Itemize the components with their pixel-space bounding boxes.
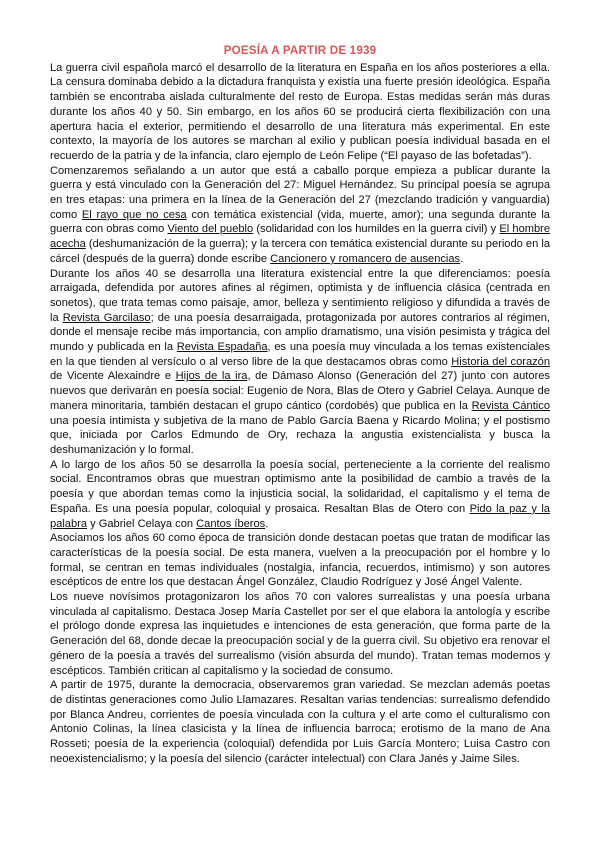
work-title: Historia del corazón: [451, 355, 550, 368]
text-run: .: [460, 252, 464, 265]
work-title: Cantos íberos: [196, 517, 266, 530]
paragraph-miguel-hernandez: [50, 164, 550, 267]
page-title: POESÍA A PARTIR DE 1939: [223, 44, 377, 57]
paragraph-anos-50: [50, 458, 550, 532]
text-run: y Gabriel Celaya con: [87, 517, 197, 530]
work-title: Viento del pueblo: [167, 223, 254, 236]
text-run: Durante los años 40 se desarrolla una literatura existencial entre la que diferenciamos: poesía arraigada, defendida por autores afines al régimen, optimista y de influencia clásica (centrada en sonetos), que trata temas como paisaje, amor, belleza y sentimiento religioso y difundida a través de la: [50, 267, 550, 324]
text-run: A lo largo de los años 50 se desarrolla la poesía social, perteneciente a la corriente del realismo social. Encontramos obras que muestran optimismo ante la posibilidad de cambio a través de la poesía y que abordan temas como la injusticia social, la solidaridad, el capitalismo y el tema de España. Es una poesía popular, coloquial y prosaica. Resaltan Blas de Otero con: [50, 458, 550, 515]
text-run: .: [265, 517, 269, 530]
text-run: (solidaridad con los humildes en la guerra civil) y: [253, 223, 500, 236]
work-title: Revista Garcilaso: [62, 311, 151, 324]
work-title: Revista Espadaña: [176, 341, 268, 354]
paragraph-anos-60: [50, 531, 550, 590]
work-title: El rayo que no cesa: [81, 208, 187, 221]
paragraph-intro: [50, 61, 550, 164]
text-run: La guerra civil española marcó el desarrollo de la literatura en España en los años posteriores a ella. La censura dominaba debido a la dictadura franquista y existía una fuerte presión ideológica. España también se encontraba aislada culturalmente del resto de Europa. Estas medidas serán más duras durante los años 40 y 50. Sin embargo, en los años 60 se producirá cierta flexibilización con una apertura hacia el exterior, permitiendo el desarrollo de una literatura más experimental. En este contexto, la mayoría de los autores se marchan al exilio y publican poesía individual basada en el recuerdo de la patria y de la infancia, claro ejemplo de León Felipe (“El payaso de las bofetadas”).: [50, 61, 550, 162]
text-run: de Vicente Alexaindre e: [50, 370, 176, 383]
text-run: Comenzaremos señalando a un autor que está a caballo porque empieza a publicar durante la guerra y está vinculado con la Generación del 27: Miguel Hernández. Su principal poesía se agrupa en tres etapas: una primera en la línea de la Generación del 27 (mezclando tradición y vanguardia) como: [50, 164, 550, 221]
document-page: [50, 44, 550, 766]
text-run: Asociamos los años 60 como época de transición donde destacan poetas que tratan de modificar las características de la poesía social. De esta manera, vuelven a la preocupación por el hombre y lo formal, se centran en temas individuales (nostalgia, infancia, recuerdos, intimismo) y son autores escépticos de entre los que destacan Ángel González, Claudio Rodríguez y José Ángel Valente.: [50, 532, 550, 589]
document-body: [50, 61, 550, 767]
text-run: A partir de 1975, durante la democracia, observaremos gran variedad. Se mezclan además poetas de distintas generaciones como Julio Llamazares. Resaltan varias tendencias: surrealismo defendido por Blanca Andreu, corrientes de poesía vinculada con la cultura y el arte como el culturalismo con Antonio Colinas, la línea clasicista y la línea de influencia barroca; erotismo de la mano de Ana Rosseti; poesía de la experiencia (coloquial) defendida por Luis García Montero; Luisa Castro con neoexistencialismo; y la poesía del silencio (carácter intelectual) con Clara Janés y Jaime Siles.: [50, 679, 550, 765]
work-title: El hombre acecha: [50, 223, 551, 251]
text-run: Los nueve novísimos protagonizaron los años 70 con valores surrealistas y una poesía urbana vinculada al capitalismo. Destaca Josep María Castellet por ser el que elabora la antología y escribe el prólogo donde expresa las inquietudes e intenciones de esta generación, que forma parte de la Generación del 68, donde decae la preocupación social y de la guerra civil. Su objetivo era renovar el género de la poesía a través del surrealismo (visión absurda del mundo). Tratan temas modernos y escépticos. También critican al capitalismo y la sociedad de consumo.: [50, 591, 550, 677]
work-title: Hijos de la ira: [175, 370, 248, 383]
text-run: (deshumanización de la guerra); y la tercera con temática existencial durante su periodo en la cárcel (después de la guerra) donde escribe: [50, 238, 550, 265]
work-title: Pido la paz y la palabra: [50, 502, 550, 530]
work-title: Cancionero y romancero de ausencias: [270, 252, 461, 265]
text-run: una poesía intimista y subjetiva de la mano de Pablo García Baena y Ricardo Molina; y el postismo que, iniciada por Carlos Edmundo de Ory, rechaza la angustia existencialista y busca la deshumanización y lo formal.: [50, 414, 550, 456]
text-run: , es una poesía muy vinculada a los temas existenciales en la que tienden al versículo o al verso libre de la que destacamos obras como: [50, 341, 550, 368]
paragraph-anos-40: [50, 267, 550, 458]
text-run: , de Dámaso Alonso (Generación del 27) junto con autores nuevos que derivarán en poesía social: Eugenio de Nora, Blas de Otero y Gabriel Celaya. Aunque de manera minoritaria, también destacan el grupo cántico (cordobés) que publica en la: [50, 370, 550, 412]
paragraph-1975: [50, 678, 550, 766]
work-title: Revista Cántico: [471, 399, 550, 412]
paragraph-novisimos: [50, 590, 550, 678]
text-run: ; de una poesía desarraigada, protagonizada por autores contrarios al régimen, donde el mensaje recibe más importancia, con amplio dramatismo, una visión pesimista y trágica del mundo y publicada en la: [50, 311, 551, 354]
text-run: con temática existencial (vida, muerte, amor); una segunda durante la guerra con obras como: [50, 208, 550, 236]
